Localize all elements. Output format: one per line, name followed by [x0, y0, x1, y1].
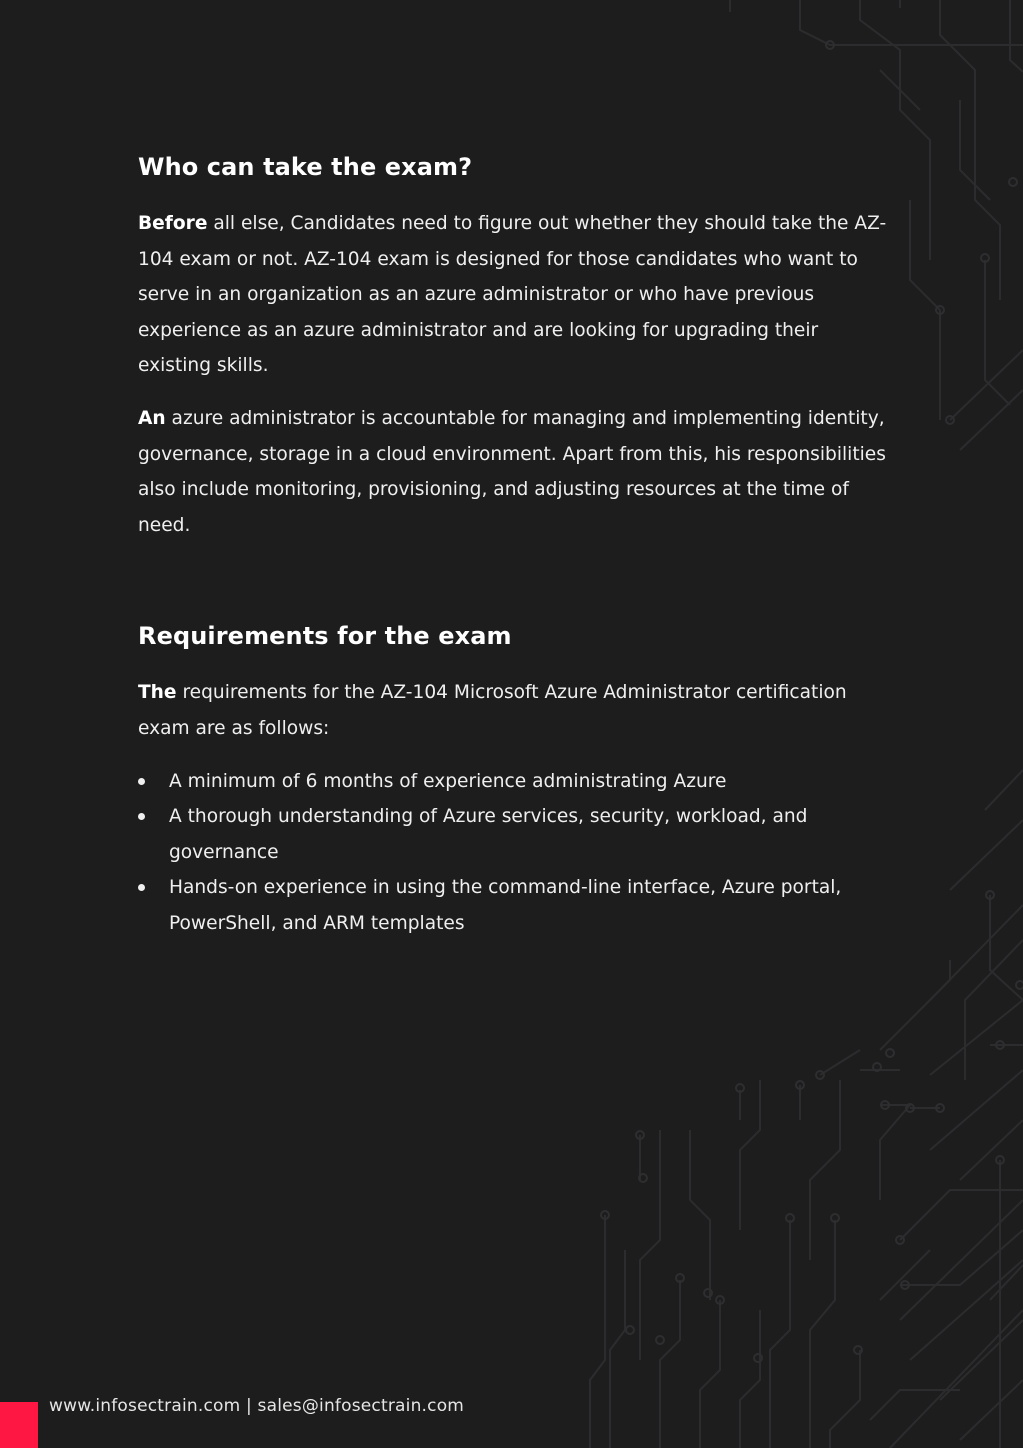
requirements-list	[138, 764, 888, 942]
list-item	[138, 764, 888, 800]
section-heading: Requirements for the exam	[138, 622, 512, 651]
paragraph	[138, 401, 888, 543]
paragraph-lead-word: The	[138, 682, 177, 704]
section-who-can-take-exam	[138, 152, 888, 543]
paragraph-lead-word: An	[138, 407, 166, 429]
paragraph-text: requirements for the AZ-104 Microsoft Azure Administrator certification exam are as follows:	[138, 682, 847, 739]
bullet-icon	[138, 813, 145, 820]
list-item-text: Hands-on experience in using the command-line interface, Azure portal, PowerShell, and ARM templates	[169, 877, 842, 934]
main-content	[138, 148, 888, 942]
bullet-icon	[138, 884, 145, 891]
paragraph-text: all else, Candidates need to figure out whether they should take the AZ-104 exam or not. AZ-104 exam is designed for those candidates who want to serve in an organization as an azure administrator or who have previous experience as an azure administrator and are looking for upgrading their existing skills.	[138, 213, 887, 377]
footer-accent-bar	[0, 1402, 38, 1448]
paragraph-text: azure administrator is accountable for managing and implementing identity, governance, storage in a cloud environment. Apart from this, his responsibilities also include monitoring, provisioning, and adjusting resources at the time of need.	[138, 407, 886, 536]
paragraph	[138, 206, 888, 384]
list-item-text: A minimum of 6 months of experience administrating Azure	[169, 770, 727, 792]
list-item	[138, 799, 888, 870]
section-heading: Who can take the exam?	[138, 153, 473, 181]
list-item-text: A thorough understanding of Azure services, security, workload, and governance	[169, 806, 808, 863]
list-item	[138, 870, 888, 941]
paragraph	[138, 675, 888, 746]
bullet-icon	[138, 778, 145, 785]
paragraph-lead-word: Before	[138, 213, 208, 234]
section-requirements	[138, 621, 888, 941]
footer-contact-text: www.infosectrain.com | sales@infosectrain.com	[49, 1396, 465, 1416]
